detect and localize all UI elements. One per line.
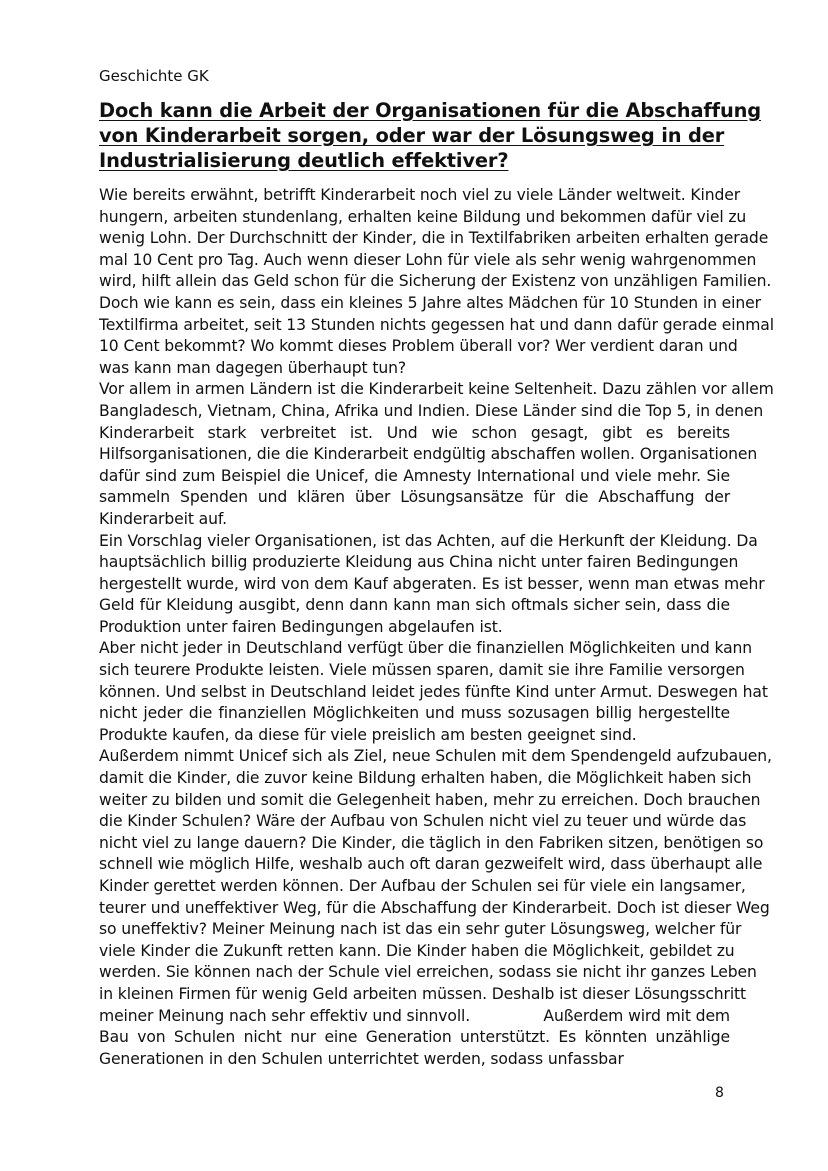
body-line: Kinderarbeit stark verbreitet ist. Und wie schon gesagt, gibt es bereits bbox=[99, 423, 730, 442]
body-line: können. Und selbst in Deutschland leidet jedes fünfte Kind unter Armut. Deswegen hat bbox=[99, 682, 768, 701]
body-line: Ein Vorschlag vieler Organisationen, ist das Achten, auf die Herkunft der Kleidung. Da bbox=[99, 531, 758, 550]
body-line: was kann man dagegen überhaupt tun? bbox=[99, 358, 407, 377]
course-label: Geschichte GK bbox=[99, 67, 209, 85]
body-line: Bau von Schulen nicht nur eine Generation unterstützt. Es könnten unzählige bbox=[99, 1028, 730, 1047]
body-line: schnell wie möglich Hilfe, weshalb auch oft daran gezweifelt wird, dass überhaupt alle bbox=[99, 855, 763, 874]
body-line: Kinderarbeit auf. bbox=[99, 509, 227, 528]
body-line: weiter zu bilden und somit die Gelegenheit haben, mehr zu erreichen. Doch brauchen bbox=[99, 790, 761, 809]
body-line: so uneffektiv? Meiner Meinung nach ist das ein sehr guter Lösungsweg, welcher für bbox=[99, 920, 742, 939]
body-line: Produktion unter fairen Bedingungen abgelaufen ist. bbox=[99, 617, 503, 636]
body-line: wenig Lohn. Der Durchschnitt der Kinder, die in Textilfabriken arbeiten erhalten gerade bbox=[99, 229, 769, 248]
body-line: in kleinen Firmen für wenig Geld arbeiten müssen. Deshalb ist dieser Lösungsschritt bbox=[99, 984, 747, 1003]
body-line: hauptsächlich billig produzierte Kleidung aus China nicht unter fairen Bedingungen bbox=[99, 553, 739, 572]
body-text bbox=[99, 185, 774, 1070]
body-line: damit die Kinder, die zuvor keine Bildung erhalten haben, die Möglichkeit haben sich bbox=[99, 769, 752, 788]
body-line: viele Kinder die Zukunft retten kann. Die Kinder haben die Möglichkeit, gebildet zu bbox=[99, 941, 735, 960]
body-line: Generationen in den Schulen unterrichtet werden, sodass unfassbar bbox=[99, 1049, 624, 1068]
body-line: Textilfirma arbeitet, seit 13 Stunden nichts gegessen hat und dann dafür gerade einmal bbox=[99, 315, 774, 334]
body-line: wird, hilft allein das Geld schon für die Sicherung der Existenz von unzähligen Familien. bbox=[99, 272, 772, 291]
body-line: Produkte kaufen, da diese für viele preislich am besten geeignet sind. bbox=[99, 725, 637, 744]
body-line: Vor allem in armen Ländern ist die Kinderarbeit keine Seltenheit. Dazu zählen vor allem bbox=[99, 380, 774, 399]
body-line: werden. Sie können nach der Schule viel erreichen, sodass sie nicht ihr ganzes Leben bbox=[99, 963, 757, 982]
body-line: Geld für Kleidung ausgibt, denn dann kann man sich oftmals sicher sein, dass die bbox=[99, 596, 730, 615]
heading-line: Industrialisierung deutlich effektiver? bbox=[99, 149, 509, 172]
body-line: Aber nicht jeder in Deutschland verfügt über die finanziellen Möglichkeiten und kann bbox=[99, 639, 753, 658]
heading-line: von Kinderarbeit sorgen, oder war der Lösungsweg in der bbox=[99, 124, 725, 147]
body-split-line bbox=[99, 1006, 730, 1028]
split-line-right: Außerdem wird mit dem bbox=[543, 1006, 730, 1025]
body-line: Bangladesch, Vietnam, China, Afrika und Indien. Diese Länder sind die Top 5, in denen bbox=[99, 401, 764, 420]
body-line: dafür sind zum Beispiel die Unicef, die Amnesty International und viele mehr. Sie bbox=[99, 466, 730, 485]
body-line: sammeln Spenden und klären über Lösungsansätze für die Abschaffung der bbox=[99, 488, 730, 507]
body-line: 10 Cent bekommt? Wo kommt dieses Problem überall vor? Wer verdient daran und bbox=[99, 337, 738, 356]
body-line: teurer und uneffektiver Weg, für die Abschaffung der Kinderarbeit. Doch ist dieser Weg bbox=[99, 898, 770, 917]
body-line: sich teurere Produkte leisten. Viele müssen sparen, damit sie ihre Familie versorgen bbox=[99, 661, 745, 680]
page-heading bbox=[99, 98, 761, 173]
page-number: 8 bbox=[715, 1085, 724, 1101]
body-line: Außerdem nimmt Unicef sich als Ziel, neue Schulen mit dem Spendengeld aufzubauen, bbox=[99, 747, 772, 766]
split-line-left: meiner Meinung nach sehr effektiv und sinnvoll. bbox=[99, 1006, 471, 1025]
body-line: mal 10 Cent pro Tag. Auch wenn dieser Lohn für viele als sehr wenig wahrgenommen bbox=[99, 250, 757, 269]
body-line: Hilfsorganisationen, die die Kinderarbeit endgültig abschaffen wollen. Organisationen bbox=[99, 445, 758, 464]
heading-line: Doch kann die Arbeit der Organisationen für die Abschaffung bbox=[99, 99, 761, 122]
body-line: nicht viel zu lange dauern? Die Kinder, die täglich in den Fabriken sitzen, benötigen so bbox=[99, 833, 764, 852]
body-line: Doch wie kann es sein, dass ein kleines 5 Jahre altes Mädchen für 10 Stunden in einer bbox=[99, 293, 761, 312]
body-line: Kinder gerettet werden können. Der Aufbau der Schulen sei für viele ein langsamer, bbox=[99, 877, 746, 895]
body-line: hergestellt wurde, wird von dem Kauf abgeraten. Es ist besser, wenn man etwas mehr bbox=[99, 574, 765, 593]
body-line: hungern, arbeiten stundenlang, erhalten keine Bildung und bekommen dafür viel zu bbox=[99, 207, 747, 226]
body-line: Wie bereits erwähnt, betrifft Kinderarbeit noch viel zu viele Länder weltweit. Kinder bbox=[99, 186, 741, 204]
body-line: nicht jeder die finanziellen Möglichkeiten und muss sozusagen billig hergestellte bbox=[99, 704, 730, 723]
body-line: die Kinder Schulen? Wäre der Aufbau von Schulen nicht viel zu teuer und würde das bbox=[99, 812, 747, 831]
